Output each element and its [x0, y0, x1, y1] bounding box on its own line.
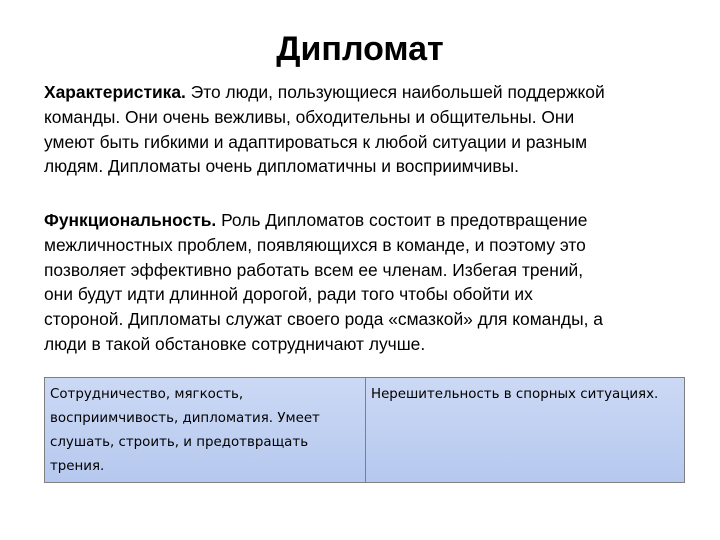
traits-table: [44, 377, 685, 483]
functionality-text: Роль Дипломатов состоит в предотвращение межличностных проблем, появляющихся в команде, и поэтому это позволяет эффективно работать всем ее членам. Избегая трений, они будут идти длинной дорогой, ради того чтобы обойти их стороной. Дипломаты служат своего рода «смазкой» для команды, а люди в такой обстановке сотрудничают лучше.: [44, 210, 603, 354]
functionality-paragraph: [44, 208, 704, 357]
characteristic-paragraph: [44, 80, 704, 179]
functionality-label: Функциональность.: [44, 210, 217, 230]
characteristic-text: Это люди, пользующиеся наибольшей поддержкой команды. Они очень вежливы, обходительны и общительны. Они умеют быть гибкими и адаптироваться к любой ситуации и разным людям. Дипломаты очень дипломатичны и восприимчивы.: [44, 82, 605, 177]
characteristic-label: Характеристика.: [44, 82, 186, 102]
slide-title: Дипломат: [276, 30, 444, 68]
strengths-cell: Сотрудничество, мягкость, восприимчивость, дипломатия. Умеет слушать, строить, и предотвращать трения.: [45, 378, 366, 482]
weaknesses-cell: Нерешительность в спорных ситуациях.: [371, 387, 659, 402]
